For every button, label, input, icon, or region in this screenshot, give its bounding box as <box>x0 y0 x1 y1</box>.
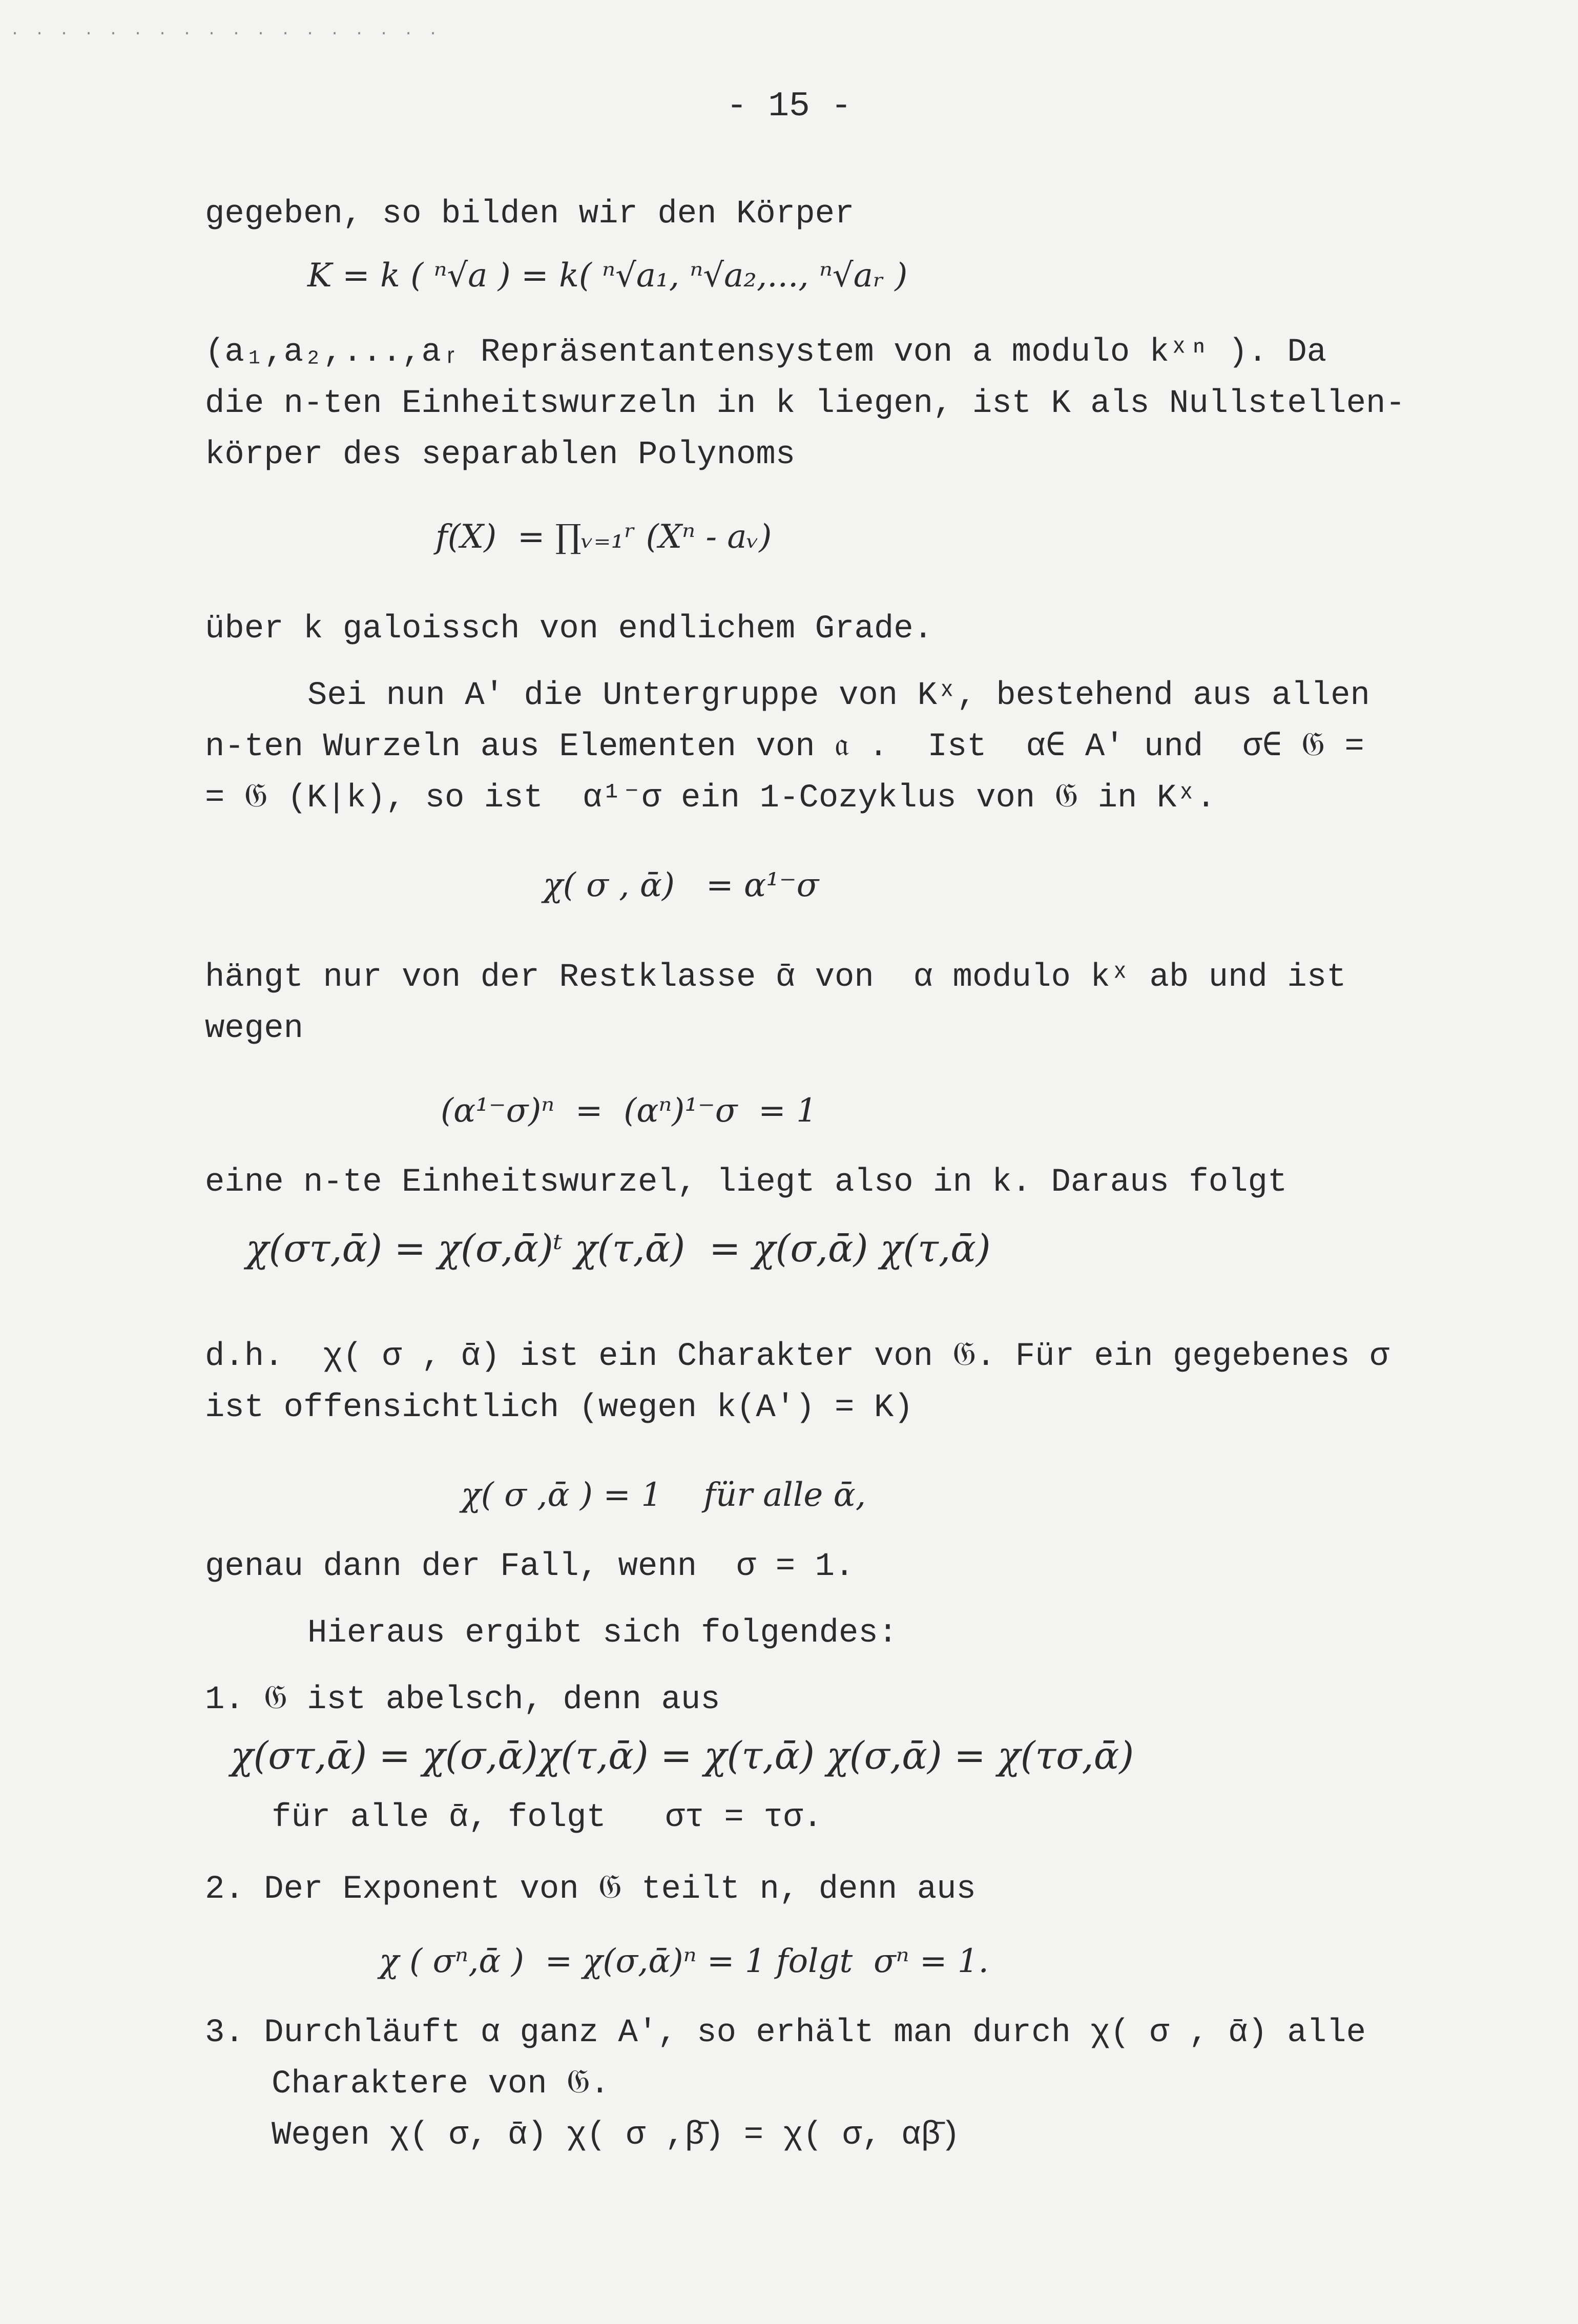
text-line-28: Charaktere von 𝔊. <box>272 2066 610 2103</box>
text-line-21: Hieraus ergibt sich folgendes: <box>307 1615 898 1652</box>
list-item-3: 3. Durchläuft α ganz A', so erhält man durch χ( σ , ᾱ) alle <box>205 2015 1366 2051</box>
formula-abelian: χ(στ,ᾱ) = χ(σ,ᾱ)χ(τ,ᾱ) = χ(τ,ᾱ) χ(σ,ᾱ) = χ(τσ,ᾱ) <box>231 1734 1134 1778</box>
text-line-7: über k galoissch von endlichem Grade. <box>205 611 933 648</box>
formula-exponent: χ ( σⁿ,ᾱ ) = χ(σ,ᾱ)ⁿ = 1 folgt σⁿ = 1. <box>379 1942 989 1980</box>
formula-polynomial: f(X) = ∏ᵥ₌₁ʳ (Xⁿ - aᵥ) <box>435 518 772 556</box>
page-number: - 15 - <box>726 87 852 126</box>
text-line-18: ist offensichtlich (wegen k(A') = K) <box>205 1389 913 1426</box>
text-line-12: hängt nur von der Restklasse ᾱ von α modulo kˣ ab und ist <box>205 959 1346 996</box>
text-line-4: die n-ten Einheitswurzeln in k liegen, ist K als Nullstellen- <box>205 385 1405 422</box>
text-line-29: Wegen χ( σ, ᾱ) χ( σ ,β̄) = χ( σ, αβ̄) <box>272 2117 961 2154</box>
text-line-17: d.h. χ( σ , ᾱ) ist ein Charakter von 𝔊. Für ein gegebenes σ <box>205 1338 1389 1375</box>
text-line-5: körper des separablen Polynoms <box>205 437 796 473</box>
text-line-20: genau dann der Fall, wenn σ = 1. <box>205 1548 855 1585</box>
text-line-9: n-ten Wurzeln aus Elementen von 𝔞 . Ist α∈ A' und σ∈ 𝔊 = <box>205 729 1364 765</box>
text-line-3: (a₁,a₂,...,aᵣ Repräsentantensystem von a modulo kˣⁿ ). Da <box>205 334 1327 371</box>
text-line-10: = 𝔊 (K|k), so ist α¹⁻σ ein 1-Cozyklus von 𝔊 in Kˣ. <box>205 780 1216 817</box>
text-line-1: gegeben, so bilden wir den Körper <box>205 196 855 233</box>
formula-chi-definition: χ( σ , ᾱ) = α¹⁻σ <box>543 866 819 904</box>
text-line-8: Sei nun A' die Untergruppe von Kˣ, bestehend aus allen <box>307 677 1370 714</box>
formula-chi-trivial: χ( σ ,ᾱ ) = 1 für alle ᾱ, <box>461 1476 866 1514</box>
list-item-2: 2. Der Exponent von 𝔊 teilt n, denn aus <box>205 1871 976 1908</box>
formula-field-K: K = k ( ⁿ√a ) = k( ⁿ√a₁, ⁿ√a₂,..., ⁿ√aᵣ ) <box>307 257 908 295</box>
formula-cocycle-relation: χ(στ,ᾱ) = χ(σ,ᾱ)ᵗ χ(τ,ᾱ) = χ(σ,ᾱ) χ(τ,ᾱ) <box>246 1227 991 1271</box>
scan-noise: · · · · · · · · · · · · · · · · · · <box>10 25 441 43</box>
formula-root-of-unity: (α¹⁻σ)ⁿ = (αⁿ)¹⁻σ = 1 <box>441 1092 817 1130</box>
text-line-24: für alle ᾱ, folgt στ = τσ. <box>272 1799 823 1836</box>
text-line-13: wegen <box>205 1010 304 1047</box>
text-line-15: eine n-te Einheitswurzel, liegt also in k. Daraus folgt <box>205 1164 1288 1201</box>
list-item-1: 1. 𝔊 ist abelsch, denn aus <box>205 1682 720 1718</box>
